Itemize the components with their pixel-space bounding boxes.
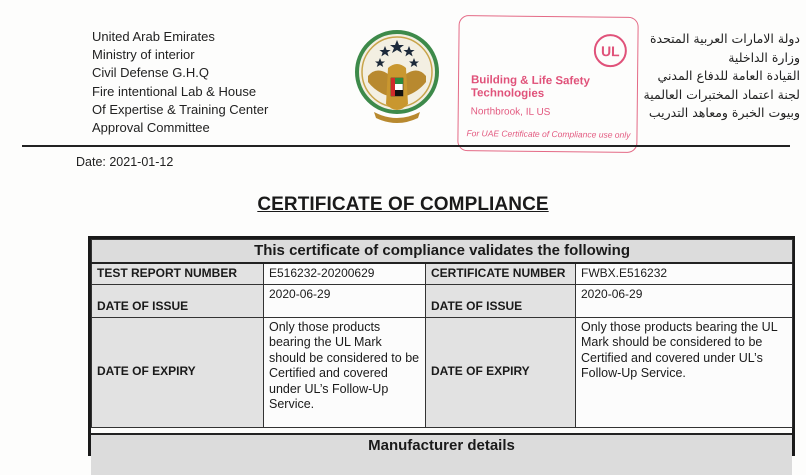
manufacturer-details-heading: Manufacturer details	[91, 433, 792, 475]
certificate-number-label: CERTIFICATE NUMBER	[426, 263, 576, 284]
document-date: Date: 2021-01-12	[76, 155, 174, 169]
arabic-line-country: دولة الامارات العربية المتحدة	[649, 31, 800, 46]
issue-date-label-right: DATE OF ISSUE	[426, 284, 576, 317]
certificate-banner: This certificate of compliance validates the following	[92, 240, 793, 264]
certificate-table	[88, 236, 795, 456]
expiry-date-label-right: DATE OF EXPIRY	[426, 317, 576, 427]
header-line-country: United Arab Emirates	[92, 29, 215, 44]
expiry-date-value-right: Only those products bearing the UL Mark should be considered to be Certified and covered under UL’s Follow-Up Service.	[576, 317, 793, 427]
page-title: CERTIFICATE OF COMPLIANCE	[257, 194, 549, 215]
header-line-committee: Approval Committee	[92, 120, 210, 136]
header-line-civil-defense: Civil Defense G.H.Q	[92, 65, 210, 81]
expiry-date-label-left: DATE OF EXPIRY	[92, 317, 264, 427]
certificate-number-value: FWBX.E516232	[576, 263, 793, 284]
arabic-header	[620, 30, 800, 123]
english-header	[92, 28, 268, 137]
arabic-line-ministry: وزارة الداخلية	[728, 49, 800, 65]
header-line-fire-lab: Fire intentional Lab & House	[92, 83, 257, 99]
ul-certification-stamp	[457, 15, 638, 153]
issue-date-label-left: DATE OF ISSUE	[92, 284, 264, 317]
header-divider	[22, 145, 790, 147]
arabic-line-civil-defense: القيادة العامة للدفاع المدني	[657, 68, 800, 83]
arabic-line-labs: لجنة اعتماد المختبرات العالمية	[643, 86, 800, 102]
stamp-location: Northbrook, IL US	[470, 106, 551, 119]
header-line-expertise: Of Expertise & Training Center	[92, 101, 269, 117]
issue-date-value-left: 2020-06-29	[264, 284, 426, 317]
stamp-line-technologies: Technologies	[470, 87, 545, 100]
ul-logo-text: UL	[600, 43, 620, 60]
stamp-note: For UAE Certificate of Compliance use only	[466, 128, 631, 140]
uae-emblem-icon	[354, 26, 440, 130]
test-report-number-value: E516232-20200629	[264, 263, 426, 284]
arabic-line-expertise: وبيوت الخبرة ومعاهد التدريب	[648, 105, 800, 120]
test-report-number-label: TEST REPORT NUMBER	[92, 263, 264, 284]
issue-date-value-right: 2020-06-29	[576, 284, 793, 317]
expiry-date-value-left: Only those products bearing the UL Mark should be considered to be Certified and covered under UL’s Follow-Up Service.	[264, 317, 426, 427]
header-line-ministry: Ministry of interior	[92, 47, 195, 63]
stamp-line-building: Building & Life Safety	[470, 74, 590, 88]
